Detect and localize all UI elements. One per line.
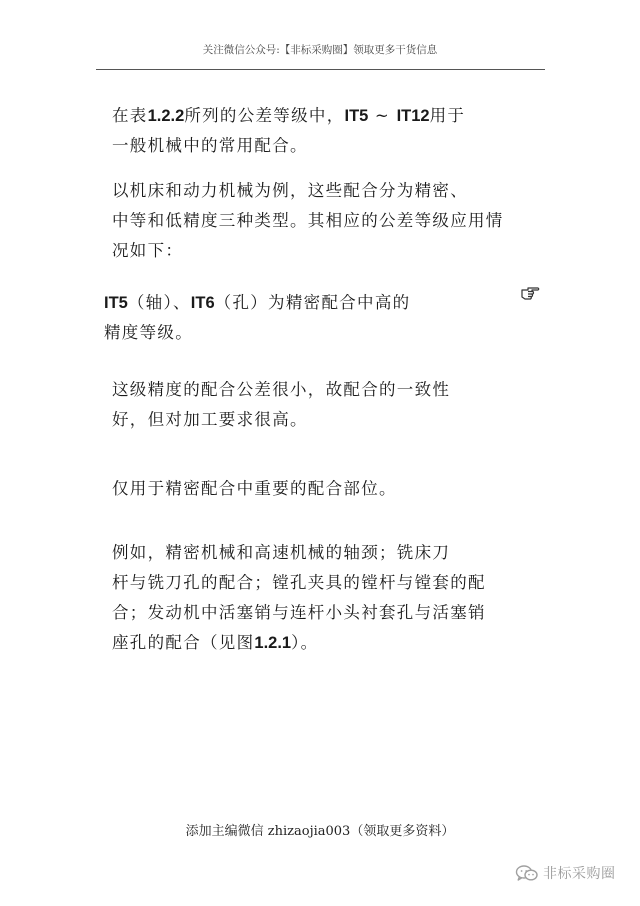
header-note: 关注微信公众号:【非标采购圈】领取更多干货信息 [202, 44, 438, 56]
paragraph-line [112, 176, 504, 206]
text-run: 以机床和动力机械为例，这些配合分为精密、 [112, 181, 468, 200]
text-run: 座孔的配合（见图 [112, 633, 255, 652]
paragraph-line [112, 375, 450, 405]
header-divider [96, 69, 545, 70]
text-run: 合；发动机中活塞销与连杆小头衬套孔与活塞销 [112, 603, 486, 622]
paragraph-tolerance-small [112, 375, 450, 435]
paragraph-examples [112, 538, 486, 658]
text-run: 况如下： [112, 241, 184, 260]
paragraph-line [112, 598, 486, 628]
text-run: ~ [368, 106, 397, 125]
bold-term: 1.2.1 [254, 634, 292, 652]
paragraph-line [112, 628, 486, 658]
bold-term: IT12 [396, 107, 430, 125]
paragraph-line [104, 318, 410, 348]
text-run: 所列的公差等级中， [184, 106, 345, 125]
watermark [515, 862, 616, 884]
paragraph-line [112, 101, 465, 131]
text-run: 杆与铣刀孔的配合；镗孔夹具的镗杆与镗套的配 [112, 573, 486, 592]
text-run: 精度等级。 [104, 323, 193, 342]
paragraph-line [112, 538, 486, 568]
bold-term: 1.2.2 [147, 107, 185, 125]
bold-term: IT5 [104, 294, 128, 312]
paragraph-three-types [112, 176, 504, 266]
text-run: 好，但对加工要求很高。 [112, 410, 308, 429]
paragraph-line [112, 474, 397, 504]
paragraph-line [112, 568, 486, 598]
paragraph-it5-it6 [104, 288, 410, 348]
text-run: （轴）、 [127, 293, 191, 312]
paragraph-important-fits [112, 474, 397, 504]
footer-contact: 添加主编微信 zhizaojia003（领取更多资料） [185, 824, 455, 839]
paragraph-line [112, 206, 504, 236]
text-run: 仅用于精密配合中重要的配合部位。 [112, 479, 397, 498]
text-run: 用于 [429, 106, 466, 125]
text-run: ）。 [291, 633, 319, 652]
paragraph-line [112, 131, 465, 161]
wechat-logo-icon [515, 864, 539, 882]
text-run: （孔）为精密配合中高的 [214, 293, 411, 312]
text-run: 这级精度的配合公差很小，故配合的一致性 [112, 380, 451, 399]
text-run: 中等和低精度三种类型。其相应的公差等级应用情 [112, 211, 504, 230]
paragraph-common-fits [112, 101, 465, 161]
bold-term: IT5 [344, 107, 369, 125]
watermark-text: 非标采购圈 [543, 866, 616, 882]
text-run: 在表 [112, 106, 148, 125]
paragraph-line [112, 405, 450, 435]
paragraph-line [112, 236, 504, 266]
text-run: 例如，精密机械和高速机械的轴颈；铣床刀 [112, 543, 451, 562]
paragraph-line [104, 288, 410, 318]
text-run: 一般机械中的常用配合。 [112, 136, 308, 155]
pointing-hand-icon [519, 284, 541, 302]
bold-term: IT6 [190, 294, 215, 312]
